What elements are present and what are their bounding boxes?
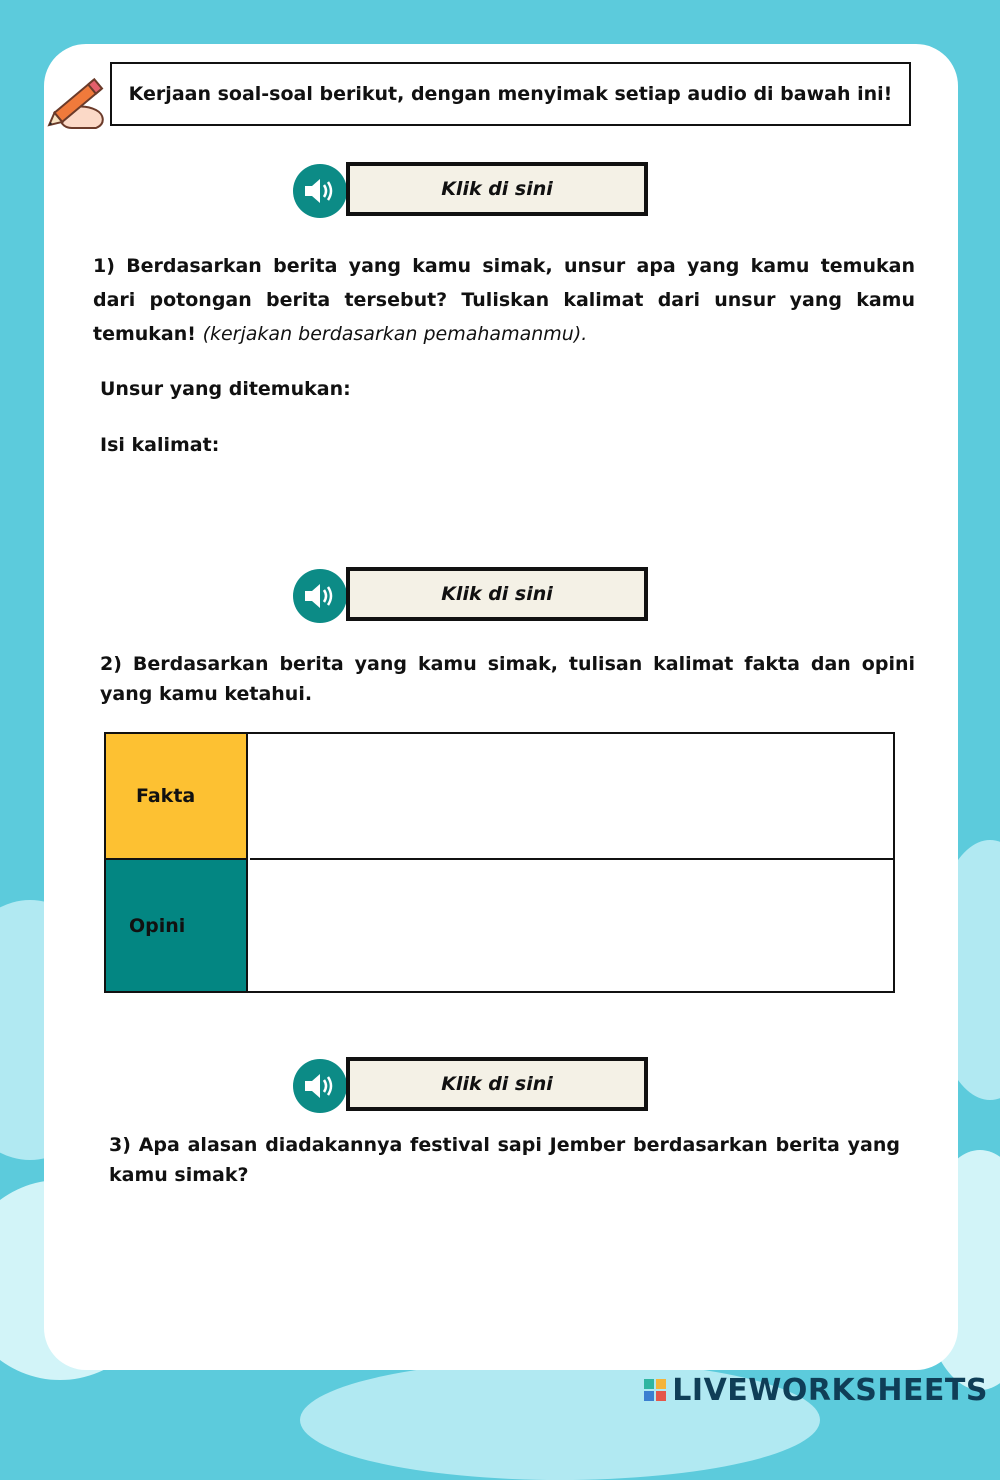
audio-play-button-3[interactable]: Klik di sini [346, 1057, 648, 1111]
answer-input-unsur[interactable] [360, 372, 910, 406]
question-1-text: 1) Berdasarkan berita yang kamu simak, unsur apa yang kamu temukan dari potongan berita tersebut? Tuliskan kalimat dari unsur yang kamu temukan! [93, 255, 915, 345]
liveworksheets-logo [644, 1372, 988, 1408]
speaker-icon[interactable] [293, 569, 347, 623]
opini-label-cell [106, 860, 248, 991]
answer-input-isi-kalimat[interactable] [100, 464, 910, 544]
instruction-box: Kerjaan soal-soal berikut, dengan menyimak setiap audio di bawah ini! [110, 62, 911, 126]
field-label-isi-kalimat: Isi kalimat: [100, 434, 220, 456]
liveworksheets-logo-icon [644, 1379, 666, 1401]
question-3: 3) Apa alasan diadakannya festival sapi Jember berdasarkan berita yang kamu simak? [109, 1134, 900, 1186]
opini-answer-input[interactable] [250, 860, 893, 991]
speaker-icon[interactable] [293, 164, 347, 218]
audio-play-button-1[interactable]: Klik di sini [346, 162, 648, 216]
liveworksheets-brand-text: LIVEWORKSHEETS [672, 1372, 988, 1408]
question-1 [93, 249, 915, 351]
answer-input-question-3[interactable] [109, 1200, 900, 1340]
audio-play-button-2[interactable]: Klik di sini [346, 567, 648, 621]
fakta-label: Fakta [136, 785, 196, 807]
question-2: 2) Berdasarkan berita yang kamu simak, tulisan kalimat fakta dan opini yang kamu ketahui. [100, 653, 915, 705]
speaker-icon[interactable] [293, 1059, 347, 1113]
fakta-opini-table [104, 732, 895, 993]
opini-label: Opini [129, 914, 186, 937]
field-label-unsur: Unsur yang ditemukan: [100, 378, 351, 400]
fakta-answer-input[interactable] [250, 734, 893, 860]
fakta-label-cell [106, 734, 248, 860]
question-1-hint: (kerjakan berdasarkan pemahamanmu). [202, 323, 588, 345]
pencil-hand-icon [44, 70, 114, 132]
